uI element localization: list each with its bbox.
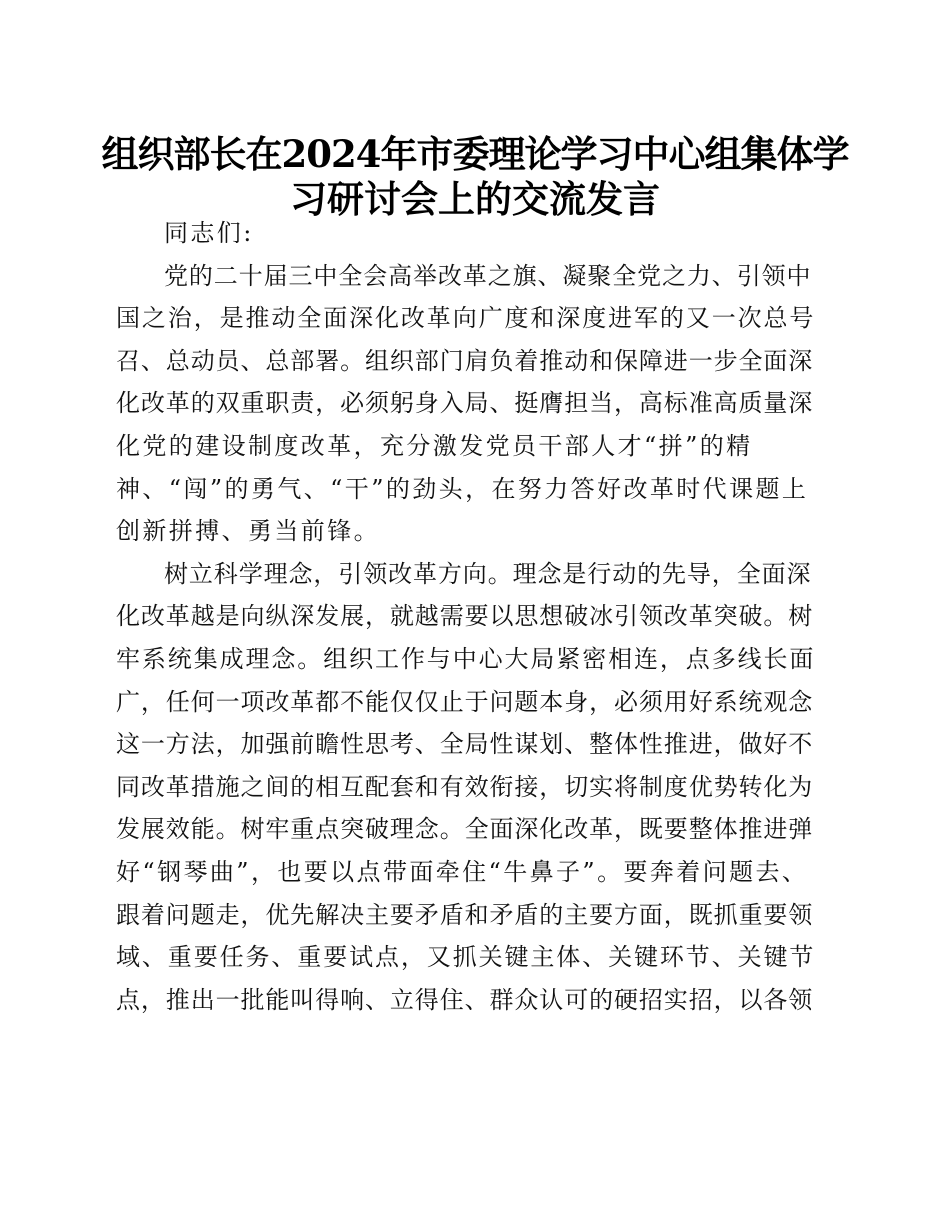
paragraph-line: 国之治，是推动全面深化改革向广度和深度进军的又一次总号 [116,304,816,333]
paragraph-line: 化党的建设制度改革，充分激发党员干部人才“拼”的精 [116,431,753,460]
document-body [116,212,816,1021]
paragraph-line: 牢系统集成理念。组织工作与中心大局紧密相连，点多线长面 [116,644,816,673]
paragraph-line: 发展效能。树牢重点突破理念。全面深化改革，既要整体推进弹 [116,815,814,844]
paragraph-line: 这一方法，加强前瞻性思考、全局性谋划、整体性推进，做好不 [116,730,814,759]
paragraph-line: 点，推出一批能叫得响、立得住、群众认可的硬招实招，以各领 [116,985,814,1014]
salutation: 同志们: [164,219,254,247]
paragraph-line: 同改革措施之间的相互配套和有效衔接，切实将制度优势转化为 [116,772,814,801]
document-title [100,132,850,222]
paragraph-line: 神、“闯”的勇气、“干”的劲头，在努力答好改革时代课题上 [116,474,809,503]
paragraph-line: 党的二十届三中全会高举改革之旗、凝聚全党之力、引领中 [164,261,812,290]
paragraph-line: 创新拼搏、勇当前锋。 [116,517,380,546]
paragraph-line: 好“钢琴曲”，也要以点带面牵住“牛鼻子”。要奔着问题去、 [116,857,809,886]
paragraph-line: 跟着问题走，优先解决主要矛盾和矛盾的主要方面，既抓重要领 [116,900,814,929]
paragraph-line: 召、总动员、总部署。组织部门肩负着推动和保障进一步全面深 [116,346,814,375]
paragraph-line: 化改革的双重职责，必须躬身入局、挺膺担当，高标准高质量深 [116,389,814,418]
title-line-2: 习研讨会上的交流发言 [290,177,660,221]
paragraph-line: 树立科学理念，引领改革方向。理念是行动的先导，全面深 [164,559,812,588]
title-line-1: 组织部长在2024年市委理论学习中心组集体学 [101,132,849,176]
paragraph-line: 化改革越是向纵深发展，就越需要以思想破冰引领改革突破。树 [116,602,814,631]
paragraph-line: 广，任何一项改革都不能仅仅止于问题本身，必须用好系统观念 [116,687,814,716]
paragraph-line: 域、重要任务、重要试点，又抓关键主体、关键环节、关键节 [116,943,816,972]
